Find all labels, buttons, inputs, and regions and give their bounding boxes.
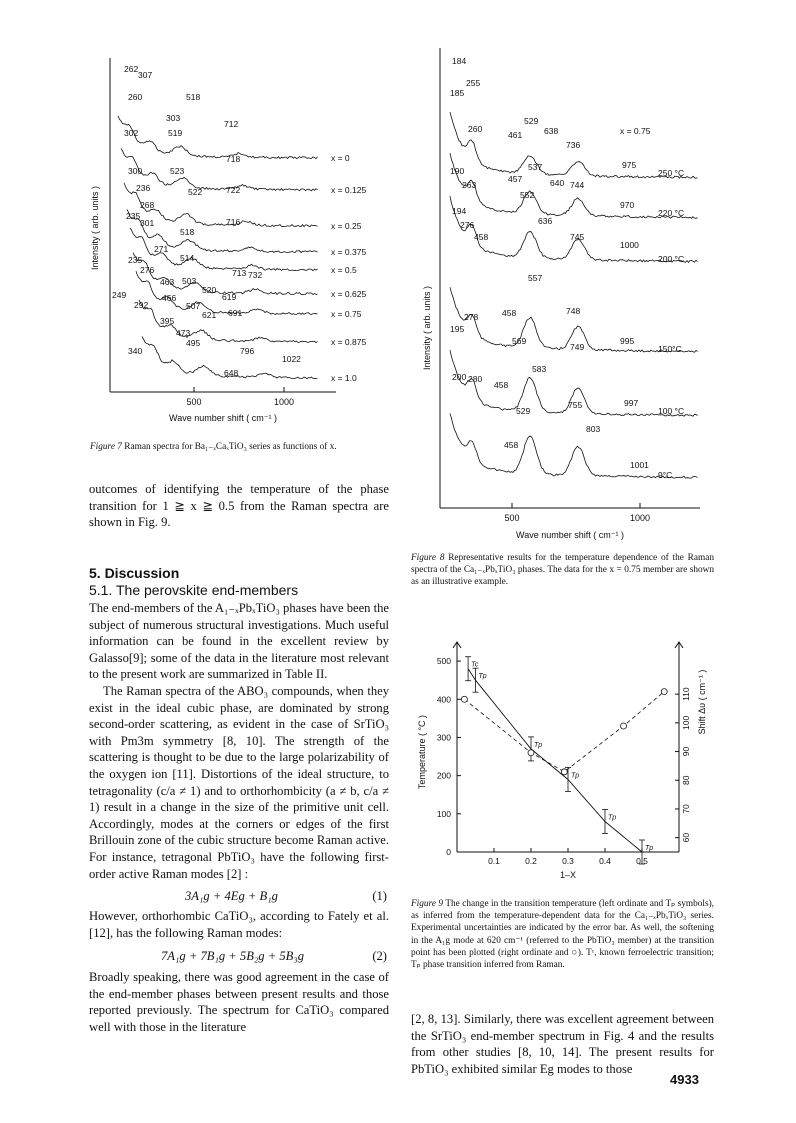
fig7-peak-label: 249 [112, 290, 127, 300]
fig9-right-tick-label: 90 [681, 746, 691, 757]
fig9-left-tick-label: 0 [446, 847, 451, 857]
fig8-peak-label: 1001 [630, 460, 649, 470]
fig7-peak-label: 518 [180, 227, 195, 237]
figure-7-spectra [88, 58, 388, 438]
fig9-right-tick-label: 110 [681, 687, 691, 701]
fig9-left-tick-label: 400 [436, 694, 451, 705]
fig7-peak-label: 713 [232, 268, 247, 278]
fig7-peak-label: 395 [160, 316, 175, 326]
fig9-left-tick-label: 200 [436, 770, 451, 781]
fig7-peak-label: 473 [176, 328, 191, 338]
fig8-peak-label: 263 [462, 180, 477, 190]
fig8-peak-label: 276 [460, 220, 475, 230]
section-heading [89, 565, 389, 599]
equation-1 [89, 886, 389, 908]
fig8-peak-label: 278 [464, 312, 479, 322]
fig9-right-tick-label: 80 [681, 775, 691, 785]
fig7-trace-label: x = 0.375 [331, 247, 367, 257]
fig8-peak-label: 975 [622, 160, 637, 170]
fig8-peak-label: 636 [538, 216, 553, 226]
fig9-right-tick-label: 70 [681, 804, 691, 814]
right-column-text [411, 1011, 714, 1077]
fig7-peak-label: 235 [126, 211, 141, 221]
fig8-x-axis-label: Wave number shift ( cm⁻¹ ) [516, 530, 624, 540]
fig7-peak-label: 503 [182, 276, 197, 286]
fig7-peak-label: 716 [226, 217, 241, 227]
fig9-shift-point [528, 750, 534, 756]
fig8-peak-label: 200 [452, 372, 467, 382]
fig8-peak-label: 583 [532, 364, 547, 374]
fig8-peak-label: 803 [586, 424, 601, 434]
fig8-peak-label: 190 [450, 166, 465, 176]
fig8-peak-label: 995 [620, 336, 635, 346]
fig7-peak-label: 722 [226, 185, 241, 195]
fig8-peak-label: 640 [550, 178, 565, 188]
section-title: 5. Discussion [89, 565, 180, 581]
fig7-trace-label: x = 0 [331, 153, 350, 163]
fig7-peak-label: 307 [138, 70, 153, 80]
left-intro-paragraph [89, 481, 389, 531]
fig8-peak-label: 461 [508, 130, 523, 140]
fig7-peak-label: 463 [160, 277, 175, 287]
figure-8-label: Figure 8 [411, 553, 445, 563]
paragraph-4: Broadly speaking, there was good agreement in the case of the end-member phases between present results and those reported previously. The spectrum for CaTiO₃ compared well with those in the literature [89, 970, 389, 1035]
fig9-shift-point [661, 689, 667, 695]
fig7-trace-label: x = 0.25 [331, 221, 362, 231]
figure-7-caption [90, 441, 390, 453]
fig7-peak-label: 495 [186, 338, 201, 348]
paragraph-1: The end-members of the A₁₋ₓPbₓTiO₃ phases have been the subject of numerous structural investigations. Much useful information can be found in the excellent review by Galasso[9]; some of the data in the literature most relevant to the present work are summarized in Table II. [89, 601, 389, 682]
fig8-y-axis-label: Intensity ( arb. units ) [422, 285, 432, 371]
fig7-peak-label: 466 [162, 293, 177, 303]
figure-7 [88, 58, 388, 438]
fig8-peak-label: 569 [512, 336, 527, 346]
fig9-shift-point [461, 696, 467, 702]
fig7-trace-label: x = 0.875 [331, 337, 367, 347]
fig7-peak-label: 619 [222, 292, 237, 302]
fig8-peak-label: 537 [528, 162, 543, 172]
figure-8-caption-text: Representative results for the temperature dependence of the Raman spectra of the Ca₁₋ₓPbₓTiO₃ phases. The data for the x = 0.75 member are shown as an illustrative example. [411, 553, 714, 588]
fig8-peak-label: 1000 [620, 240, 639, 250]
fig7-peak-label: 522 [188, 187, 203, 197]
figure-9 [411, 632, 715, 890]
fig9-right-tick-label: 100 [681, 715, 691, 730]
fig7-spectrum-line [118, 116, 318, 159]
fig9-shift-point [561, 769, 567, 775]
equation-1-expression: 3A₁g + 4Eg + B₁g [185, 889, 278, 904]
fig7-peak-label: 691 [228, 308, 243, 318]
fig8-peak-label: 997 [624, 398, 639, 408]
fig7-peak-label: 271 [154, 244, 169, 254]
fig7-peak-label: 268 [140, 200, 155, 210]
fig8-x-tick-label: 500 [504, 513, 520, 523]
fig8-peak-label: 195 [450, 324, 465, 334]
fig7-trace-label: x = 0.75 [331, 309, 362, 319]
figure-9-caption-text: The change in the transition temperature (left ordinate and Tₚ symbols), as inferred from the temperature-dependent data for the Ca₁₋ₓPbₓTiO₃ series. Experimental uncertainties are indicated by the error bar. As well, the softening in the A₁g mode at 620 cm⁻¹ (referred to the PbTiO₃ member) at the transition point has been plotted (right ordinate and ○). Tᶜ, known ferroelectric transition; Tₚ phase transition inferred from Raman. [411, 899, 714, 971]
fig7-peak-label: 523 [170, 166, 185, 176]
fig8-peak-label: 260 [468, 124, 483, 134]
fig7-spectrum-line [133, 253, 318, 295]
fig7-x-tick-label: 500 [186, 397, 202, 407]
fig8-peak-label: 185 [450, 88, 465, 98]
fig7-peak-label: 520 [202, 285, 217, 295]
fig9-right-tick-label: 60 [681, 832, 691, 843]
fig8-peak-label: 529 [516, 406, 531, 416]
fig7-peak-label: 235 [128, 255, 143, 265]
fig9-marker-label: Tp [534, 741, 543, 749]
page-number: 4933 [670, 1072, 699, 1087]
figure-7-label: Figure 7 [90, 442, 122, 452]
fig9-left-tick-label: 500 [436, 656, 451, 667]
fig8-temperature-label: 250 °C [658, 168, 685, 178]
fig9-right-axis-label: Shift Δυ ( cm⁻¹ ) [697, 669, 707, 735]
fig8-peak-label: 458 [504, 440, 519, 450]
fig9-x-tick-label: 0.1 [488, 856, 500, 866]
equation-2-expression: 7A₁g + 7B₁g + 5B₂g + 5B₃g [161, 949, 305, 964]
fig8-peak-label: 736 [566, 140, 581, 150]
fig7-peak-label: 236 [136, 183, 151, 193]
subsection-title: 5.1. The perovskite end-members [89, 582, 299, 598]
fig8-temperature-label: 9°C [658, 470, 673, 480]
figure-9-plot [411, 632, 715, 890]
fig9-x-tick-label: 0.2 [525, 856, 537, 866]
left-intro-text: outcomes of identifying the temperature of the phase transition for 1 ≧ x ≧ 0.5 from the Raman spectra are shown in Fig. 9. [89, 482, 389, 530]
figure-8-caption [411, 552, 714, 589]
fig9-marker-label: Tp [645, 845, 654, 852]
fig8-peak-label: 194 [452, 206, 467, 216]
right-tail-paragraph: [2, 8, 13]. Similarly, there was excellent agreement between the SrTiO₃ end-member spectrum in Fig. 4 and the results from other studies [8, 10, 14]. The present results for PbTiO₃ exhibited similar Eg modes to those [411, 1012, 714, 1076]
fig8-spectrum-line [450, 413, 698, 478]
fig8-peak-label: 552 [520, 190, 535, 200]
fig7-peak-label: 514 [180, 253, 195, 263]
fig8-peak-label: 970 [620, 200, 635, 210]
fig7-peak-label: 507 [186, 301, 201, 311]
fig7-peak-label: 303 [166, 113, 181, 123]
fig7-trace-label: x = 0.125 [331, 185, 367, 195]
fig7-trace-label: x = 1.0 [331, 373, 357, 383]
fig8-spectrum-line [450, 196, 698, 262]
fig8-temperature-label: 150°C [658, 344, 682, 354]
fig9-x-tick-label: 0.4 [599, 856, 611, 866]
figure-7-caption-text: Raman spectra for Ba₁₋ₓCaₓTiO₃ series as functions of x. [121, 442, 337, 452]
fig7-peak-label: 340 [128, 346, 143, 356]
fig8-peak-label: 255 [466, 78, 481, 88]
fig8-peak-label: 529 [524, 116, 539, 126]
fig9-shift-point [621, 723, 627, 729]
fig7-peak-label: 518 [186, 92, 201, 102]
fig8-peak-label: 458 [502, 308, 517, 318]
fig9-left-tick-label: 300 [436, 732, 451, 743]
figure-9-caption [411, 898, 714, 971]
fig8-x-tick-label: 1000 [629, 513, 651, 523]
fig7-peak-label: 292 [134, 300, 149, 310]
fig8-peak-label: 748 [566, 306, 581, 316]
fig9-marker-label: Tc [471, 661, 479, 669]
discussion-body [89, 600, 389, 1036]
fig7-spectrum-line [121, 149, 318, 191]
fig9-x-axis-label: 1–X [559, 870, 577, 880]
fig7-peak-label: 302 [124, 128, 139, 138]
fig8-composition-label: x = 0.75 [620, 126, 651, 136]
fig8-temperature-label: 100 °C [658, 406, 685, 416]
paragraph-2: The Raman spectra of the ABO₃ compounds, when they exist in the ideal cubic phase, are dominated by strong second-order scattering, as evident in the case of SrTiO₃ with Pm3m symmetry [8, 10]. The strength of the scattering is thought to be due to the large polarizability of the oxygen ion [11]. Distortions of the ideal structure, to tetragonality (c/a ≠ 1) and to orthorhombicity (a ≠ b, c/a ≠ 1) result in a change in the size of the primitive unit cell. Accordingly, modes at the corners or edges of the first Brillouin zone of the cubic structure become Raman active. For instance, tetragonal PbTiO₃ have the following first-order active Raman modes [2] : [89, 683, 389, 881]
fig8-peak-label: 458 [494, 380, 509, 390]
fig7-y-axis-label: Intensity ( arb. units ) [90, 185, 100, 271]
fig7-peak-label: 648 [224, 368, 239, 378]
fig9-left-axis-label: Temperature ( °C ) [417, 714, 427, 790]
fig8-peak-label: 744 [570, 180, 585, 190]
fig9-marker-label: Tp [608, 814, 617, 822]
equation-2 [89, 945, 389, 969]
fig9-x-tick-label: 0.3 [562, 856, 574, 866]
fig7-peak-label: 276 [140, 265, 155, 275]
fig9-left-tick-label: 100 [436, 808, 451, 819]
fig7-peak-label: 301 [140, 218, 155, 228]
fig8-peak-label: 557 [528, 273, 543, 283]
figure-8 [420, 48, 710, 548]
fig7-trace-label: x = 0.5 [331, 265, 357, 275]
fig7-peak-label: 718 [226, 154, 241, 164]
fig8-peak-label: 749 [570, 342, 585, 352]
fig7-peak-label: 519 [168, 128, 183, 138]
fig9-x-tick-label: 0.5 [636, 856, 648, 866]
fig7-trace-label: x = 0.625 [331, 289, 367, 299]
fig8-peak-label: 638 [544, 126, 559, 136]
fig7-x-axis-label: Wave number shift ( cm⁻¹ ) [169, 413, 277, 423]
fig7-peak-label: 796 [240, 346, 255, 356]
fig8-peak-label: 457 [508, 174, 523, 184]
equation-2-number: (2) [372, 949, 387, 964]
fig9-marker-label: Tp [478, 673, 487, 681]
figure-9-label: Figure 9 [411, 899, 444, 909]
fig7-peak-label: 732 [248, 270, 263, 280]
figure-8-spectra [420, 48, 710, 548]
fig7-peak-label: 260 [128, 92, 143, 102]
fig7-peak-label: 300 [128, 166, 143, 176]
fig7-peak-label: 712 [224, 119, 239, 129]
fig8-peak-label: 745 [570, 232, 585, 242]
fig8-peak-label: 458 [474, 232, 489, 242]
fig8-temperature-label: 200 °C [658, 254, 685, 264]
fig7-peak-label: 262 [124, 64, 139, 74]
fig7-peak-label: 1022 [282, 354, 301, 364]
equation-1-number: (1) [372, 889, 387, 904]
fig9-tp-line [468, 669, 642, 852]
fig7-peak-label: 621 [202, 310, 217, 320]
fig9-marker-label: Tp [571, 772, 580, 780]
fig8-peak-label: 280 [468, 374, 483, 384]
fig7-x-tick-label: 1000 [273, 397, 295, 407]
fig8-temperature-label: 220 °C [658, 208, 685, 218]
fig8-peak-label: 755 [568, 400, 583, 410]
fig8-peak-label: 184 [452, 56, 467, 66]
paragraph-3: However, orthorhombic CaTiO₃, according to Fately et al. [12], has the following Raman modes: [89, 909, 389, 940]
